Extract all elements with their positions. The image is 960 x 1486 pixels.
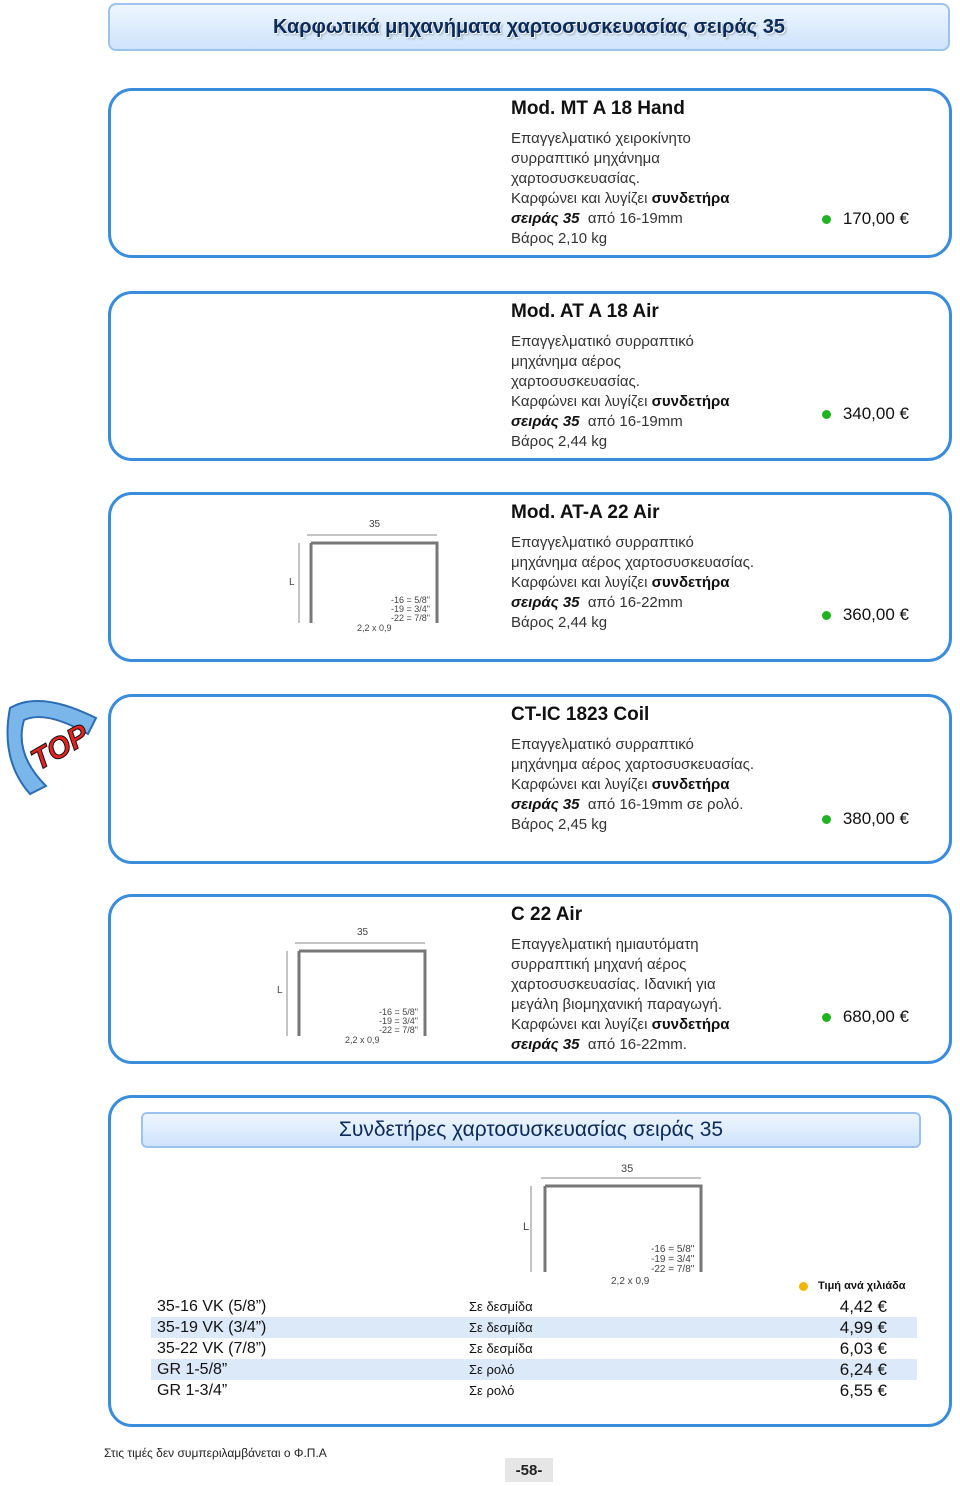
series-text: σειράς 35 bbox=[511, 210, 580, 227]
diagram-width-label: 35 bbox=[357, 927, 369, 938]
range-text: από 16-19mm bbox=[587, 210, 683, 227]
nail-bold: συνδετήρα bbox=[651, 393, 730, 410]
price-value: 170,00 € bbox=[842, 209, 909, 228]
product-desc: συρραπτικό μηχάνημα bbox=[511, 150, 660, 167]
nail-text: Καρφώνει και λυγίζει bbox=[511, 1016, 648, 1033]
product-card bbox=[108, 492, 952, 662]
diagram-length-label: L bbox=[289, 577, 295, 588]
diagram-wire: 2,2 x 0,9 bbox=[611, 1276, 650, 1287]
product-card bbox=[108, 88, 952, 258]
staple-diagram bbox=[275, 921, 455, 1051]
range-text: από 16-22mm bbox=[587, 594, 683, 611]
bullet-icon bbox=[822, 611, 831, 620]
staple-pack: Σε ρολό bbox=[463, 1359, 679, 1380]
staple-pack: Σε δεσμίδα bbox=[469, 1299, 533, 1314]
bullet-icon bbox=[822, 815, 831, 824]
diagram-length-label: L bbox=[277, 985, 283, 996]
staples-panel bbox=[108, 1095, 952, 1427]
range-text: από 16-19mm σε ρολό. bbox=[587, 796, 744, 813]
product-title: CT-IC 1823 Coil bbox=[511, 704, 650, 725]
product-title: C 22 Air bbox=[511, 904, 583, 925]
diagram-wire: 2,2 x 0,9 bbox=[357, 623, 392, 633]
series-text: σειράς 35 bbox=[511, 796, 580, 813]
product-title: Mod. AT A 18 Air bbox=[511, 301, 659, 322]
nail-bold: συνδετήρα bbox=[651, 1016, 730, 1033]
staple-price: 4,99 € bbox=[679, 1317, 917, 1338]
nail-text: Καρφώνει και λυγίζει bbox=[511, 574, 648, 591]
nail-text: Καρφώνει και λυγίζει bbox=[511, 190, 648, 207]
nail-text: Καρφώνει και λυγίζει bbox=[511, 776, 648, 793]
vat-footnote: Στις τιμές δεν συμπεριλαμβάνεται ο Φ.Π.Α bbox=[104, 1446, 327, 1460]
nail-bold: συνδετήρα bbox=[651, 574, 730, 591]
range-text: από 16-19mm bbox=[587, 413, 683, 430]
price bbox=[822, 1007, 909, 1027]
diagram-size: -22 = 7/8" bbox=[391, 613, 430, 623]
table-row bbox=[151, 1296, 917, 1317]
product-title: Mod. MT A 18 Hand bbox=[511, 98, 685, 119]
diagram-size: -19 = 3/4" bbox=[651, 1254, 695, 1265]
diagram-size: -19 = 3/4" bbox=[391, 604, 430, 614]
diagram-size: -22 = 7/8" bbox=[651, 1264, 695, 1275]
product-desc: μεγάλη βιομηχανική παραγωγή. bbox=[511, 996, 723, 1013]
staple-price: 6,03 € bbox=[839, 1338, 887, 1358]
staples-title: Συνδετήρες χαρτοσυσκευασίας σειράς 35 bbox=[141, 1112, 921, 1148]
product-desc: μηχάνημα αέρος χαρτοσυσκευασίας. bbox=[511, 756, 755, 773]
staple-diagram bbox=[287, 513, 467, 633]
staple-code: 35-22 VK (7/8”) bbox=[157, 1339, 267, 1357]
page-number: -58- bbox=[505, 1458, 553, 1482]
weight-text: Βάρος 2,10 kg bbox=[511, 230, 608, 247]
product-desc: Επαγγελματικό συρραπτικό bbox=[511, 333, 694, 350]
product-desc: χαρτοσυσκευασίας. bbox=[511, 170, 640, 187]
product-desc: μηχάνημα αέρος χαρτοσυσκευασίας. bbox=[511, 554, 755, 571]
product-desc: Επαγγελματικό συρραπτικό bbox=[511, 736, 694, 753]
product-desc: χαρτοσυσκευασίας. bbox=[511, 373, 640, 390]
series-text: σειράς 35 bbox=[511, 1036, 580, 1053]
table-row bbox=[151, 1380, 917, 1401]
staple-code: GR 1-5/8” bbox=[151, 1359, 463, 1380]
product-title: Mod. AT-A 22 Air bbox=[511, 502, 660, 523]
page-title: Καρφωτικά μηχανήματα χαρτοσυσκευασίας σειράς 35 bbox=[273, 15, 785, 38]
product-desc: συρραπτική μηχανή αέρος bbox=[511, 956, 687, 973]
price-value: 340,00 € bbox=[842, 404, 909, 423]
price bbox=[822, 605, 909, 625]
diagram-size: -19 = 3/4" bbox=[379, 1016, 418, 1026]
diagram-size: -16 = 5/8" bbox=[651, 1244, 695, 1255]
series-text: σειράς 35 bbox=[511, 594, 580, 611]
staple-code: GR 1-3/4” bbox=[157, 1381, 228, 1399]
diagram-size: -22 = 7/8" bbox=[379, 1025, 418, 1035]
page-header bbox=[108, 3, 950, 51]
top-badge-text: TOP bbox=[25, 718, 95, 778]
staple-price: 6,24 € bbox=[679, 1359, 917, 1380]
nail-text: Καρφώνει και λυγίζει bbox=[511, 393, 648, 410]
staple-code: 35-19 VK (3/4”) bbox=[151, 1317, 463, 1338]
series-text: σειράς 35 bbox=[511, 413, 580, 430]
diagram-width-label: 35 bbox=[369, 519, 381, 530]
table-row bbox=[151, 1338, 917, 1359]
product-desc: Επαγγελματικό χειροκίνητο bbox=[511, 130, 691, 147]
table-row bbox=[151, 1359, 917, 1380]
staple-pack: Σε δεσμίδα bbox=[463, 1317, 679, 1338]
diagram-size: -16 = 5/8" bbox=[391, 595, 430, 605]
staple-diagram bbox=[511, 1160, 731, 1290]
staple-pack: Σε δεσμίδα bbox=[469, 1341, 533, 1356]
staples-table bbox=[151, 1296, 917, 1401]
diagram-length-label: L bbox=[523, 1221, 530, 1233]
price bbox=[822, 404, 909, 424]
product-desc: Επαγγελματική ημιαυτόματη bbox=[511, 936, 699, 953]
product-card bbox=[108, 694, 952, 864]
table-row bbox=[151, 1317, 917, 1338]
price-value: 380,00 € bbox=[842, 809, 909, 828]
range-text: από 16-22mm. bbox=[587, 1036, 687, 1053]
weight-text: Βάρος 2,44 kg bbox=[511, 614, 608, 631]
nail-bold: συνδετήρα bbox=[651, 776, 730, 793]
product-desc: Επαγγελματικό συρραπτικό bbox=[511, 534, 694, 551]
product-desc: μηχάνημα αέρος bbox=[511, 353, 621, 370]
diagram-size: -16 = 5/8" bbox=[379, 1007, 418, 1017]
staple-price: 6,55 € bbox=[839, 1380, 887, 1400]
price bbox=[822, 209, 909, 229]
nail-bold: συνδετήρα bbox=[651, 190, 730, 207]
weight-text: Βάρος 2,45 kg bbox=[511, 816, 608, 833]
weight-text: Βάρος 2,44 kg bbox=[511, 433, 608, 450]
bullet-icon bbox=[822, 1013, 831, 1022]
staple-price: 4,42 € bbox=[839, 1296, 887, 1316]
diagram-wire: 2,2 x 0,9 bbox=[345, 1035, 380, 1045]
price-value: 360,00 € bbox=[842, 605, 909, 624]
top-badge-icon bbox=[0, 690, 110, 800]
product-desc: χαρτοσυσκευασίας. Ιδανική για bbox=[511, 976, 716, 993]
staple-code: 35-16 VK (5/8”) bbox=[157, 1297, 267, 1315]
product-card bbox=[108, 291, 952, 461]
bullet-icon bbox=[822, 410, 831, 419]
price-note bbox=[799, 1280, 906, 1292]
bullet-icon bbox=[799, 1282, 808, 1291]
price-value: 680,00 € bbox=[842, 1007, 909, 1026]
diagram-width-label: 35 bbox=[621, 1163, 634, 1175]
price-note-text: Τιμή ανά χιλιάδα bbox=[818, 1280, 906, 1292]
product-card bbox=[108, 894, 952, 1064]
bullet-icon bbox=[822, 215, 831, 224]
staple-pack: Σε ρολό bbox=[469, 1383, 515, 1398]
price bbox=[822, 809, 909, 829]
